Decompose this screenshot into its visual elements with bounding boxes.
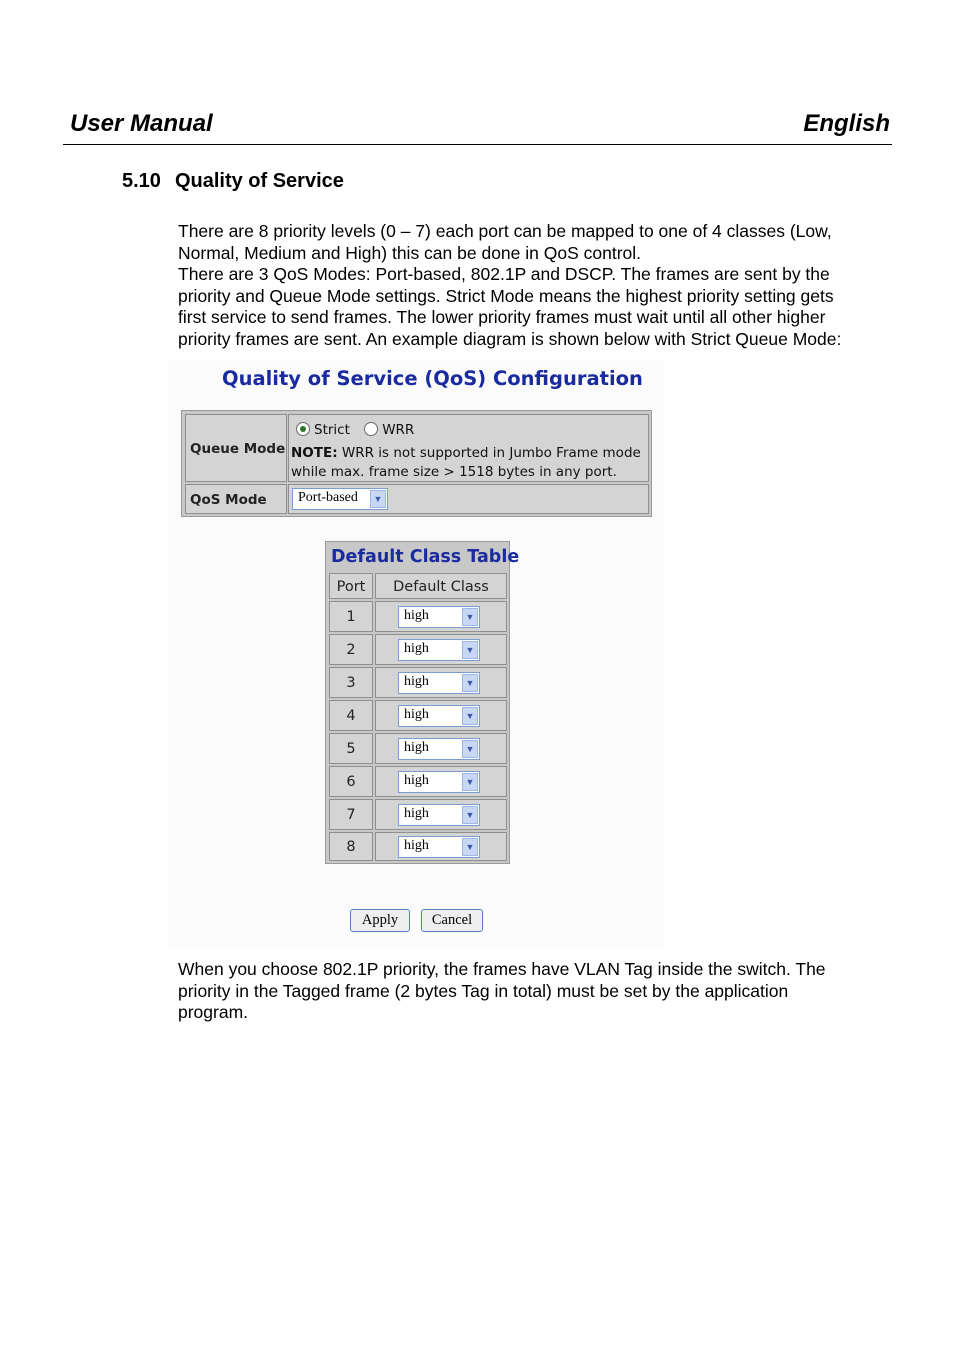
default-class-table [325, 541, 510, 864]
table-row [375, 667, 507, 698]
class-value: high [404, 838, 429, 853]
table-row [375, 700, 507, 731]
port-number: 8 [329, 832, 373, 861]
chevron-down-icon: ▼ [462, 806, 478, 824]
cancel-button[interactable]: Cancel [421, 909, 483, 932]
class-select-port-5[interactable] [398, 738, 480, 760]
port-number: 5 [329, 733, 373, 764]
class-value: high [404, 773, 429, 788]
intro-line: There are 8 priority levels (0 – 7) each port can be mapped to one of 4 classes (Low, [178, 221, 832, 241]
intro-paragraph [178, 221, 892, 350]
default-class-table-title: Default Class Table [331, 547, 520, 567]
wrr-label: WRR [382, 422, 415, 438]
intro-line: first service to send frames. The lower priority frames must wait until all other higher [178, 307, 826, 327]
section-title: Quality of Service [174, 170, 344, 192]
class-select-port-6[interactable] [398, 771, 480, 793]
class-value: high [404, 740, 429, 755]
table-row [375, 832, 507, 861]
port-number: 1 [329, 601, 373, 632]
strict-radio[interactable] [296, 422, 310, 436]
header-language: English [803, 110, 890, 137]
qos-mode-value: Port-based [298, 490, 358, 505]
qos-config-table [181, 410, 652, 517]
table-row [375, 634, 507, 665]
class-select-port-4[interactable] [398, 705, 480, 727]
intro-line: priority frames are sent. An example diagram is shown below with Strict Queue Mode: [178, 328, 842, 349]
chevron-down-icon: ▼ [462, 641, 478, 659]
chevron-down-icon: ▼ [462, 740, 478, 758]
class-value: high [404, 707, 429, 722]
table-row [375, 799, 507, 830]
port-number: 4 [329, 700, 373, 731]
section-heading [122, 170, 344, 193]
wrr-radio[interactable] [364, 422, 378, 436]
class-column-header: Default Class [375, 573, 507, 599]
port-number: 6 [329, 766, 373, 797]
intro-line: priority and Queue Mode settings. Strict Mode means the highest priority setting gets [178, 285, 834, 306]
port-number: 7 [329, 799, 373, 830]
intro-line: Normal, Medium and High) this can be done in QoS control. [178, 242, 642, 263]
table-row [375, 601, 507, 632]
class-value: high [404, 806, 429, 821]
table-row [375, 733, 507, 764]
outro-line: When you choose 802.1P priority, the frames have VLAN Tag inside the switch. The [178, 959, 826, 979]
qos-mode-select[interactable] [292, 488, 388, 510]
outro-line: priority in the Tagged frame (2 bytes Tag in total) must be set by the application [178, 980, 789, 1001]
note-label: NOTE: [291, 445, 338, 461]
class-value: high [404, 608, 429, 623]
class-select-port-3[interactable] [398, 672, 480, 694]
queue-mode-options [296, 422, 414, 438]
class-select-port-8[interactable] [398, 836, 480, 858]
outro-line: program. [178, 1002, 249, 1022]
chevron-down-icon: ▼ [462, 773, 478, 791]
qos-mode-cell [288, 484, 649, 514]
qos-mode-label: QoS Mode [185, 484, 287, 514]
section-number: 5.10 [122, 170, 161, 192]
class-select-port-7[interactable] [398, 804, 480, 826]
queue-mode-label: Queue Mode [185, 414, 287, 482]
apply-button[interactable]: Apply [350, 909, 410, 932]
class-value: high [404, 641, 429, 656]
port-number: 2 [329, 634, 373, 665]
intro-line: There are 3 QoS Modes: Port-based, 802.1P and DSCP. The frames are sent by the [178, 264, 830, 284]
port-column-header: Port [329, 573, 373, 599]
class-value: high [404, 674, 429, 689]
note-text: WRR is not supported in Jumbo Frame mode [337, 445, 641, 461]
class-select-port-1[interactable] [398, 606, 480, 628]
class-select-port-2[interactable] [398, 639, 480, 661]
page-header [63, 110, 892, 145]
chevron-down-icon: ▼ [462, 707, 478, 725]
outro-paragraph [178, 959, 892, 1024]
strict-label: Strict [314, 422, 350, 438]
chevron-down-icon: ▼ [462, 608, 478, 626]
chevron-down-icon: ▼ [370, 490, 386, 508]
port-number: 3 [329, 667, 373, 698]
qos-config-title: Quality of Service (QoS) Configuration [222, 367, 643, 390]
table-row [375, 766, 507, 797]
wrr-note-line1 [291, 445, 641, 461]
queue-mode-cell [288, 414, 649, 482]
chevron-down-icon: ▼ [462, 674, 478, 692]
wrr-note-line2: while max. frame size > 1518 bytes in any port. [291, 464, 617, 480]
chevron-down-icon: ▼ [462, 838, 478, 856]
header-title: User Manual [70, 110, 213, 137]
